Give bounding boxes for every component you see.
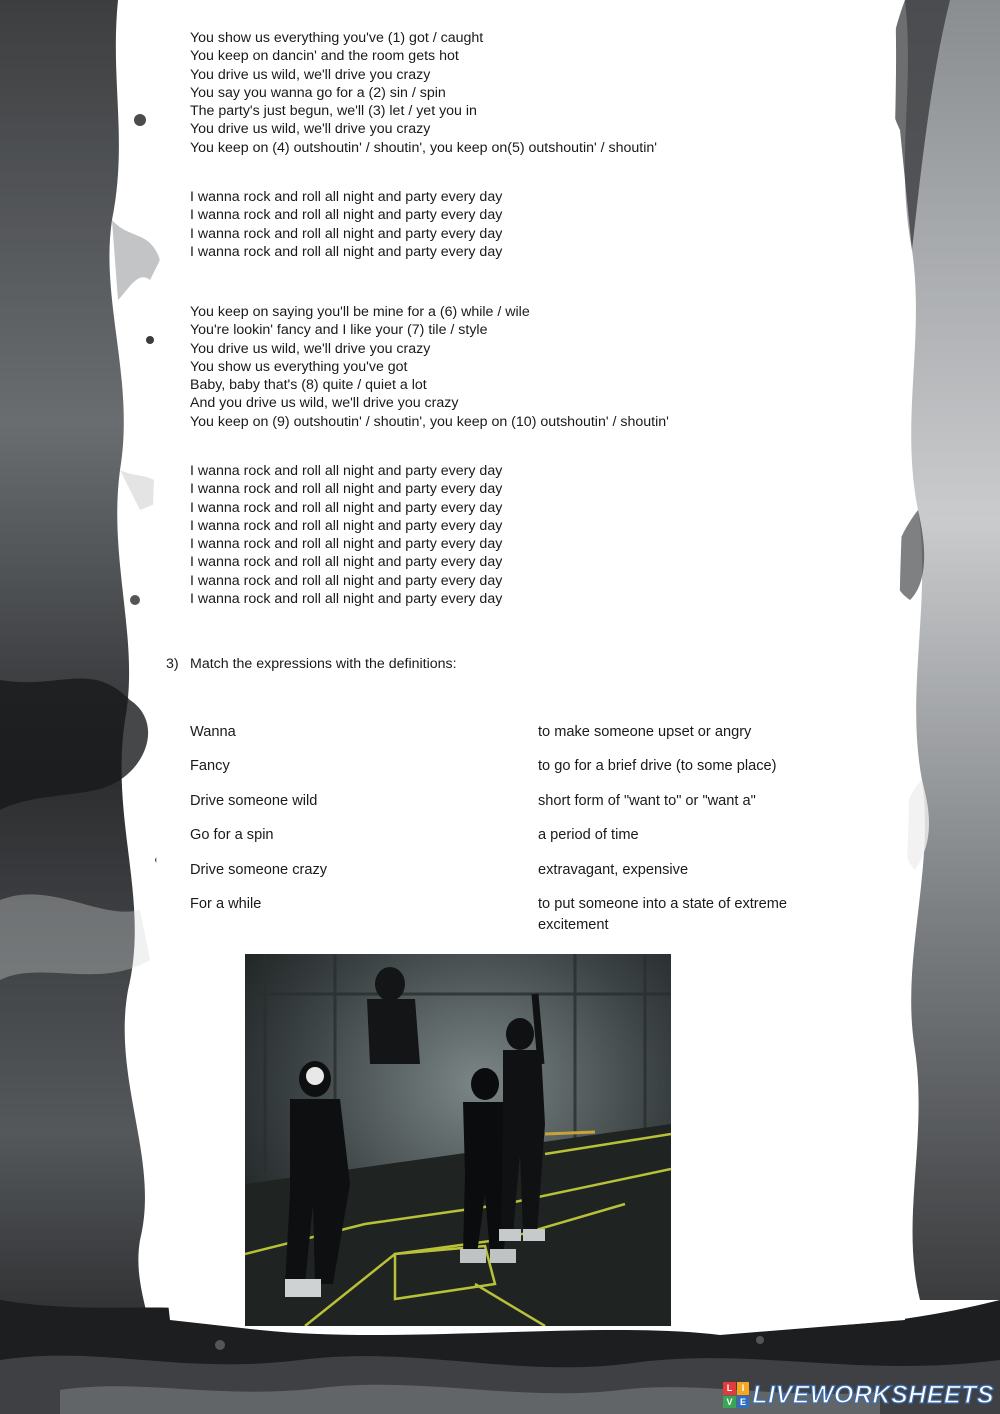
lyric-line: And you drive us wild, we'll drive you crazy bbox=[190, 395, 459, 412]
expression-item[interactable]: Fancy bbox=[190, 758, 230, 775]
match-row bbox=[190, 862, 880, 896]
exercise-instruction: Match the expressions with the definitions: bbox=[190, 656, 457, 672]
liveworksheets-logo-icon bbox=[723, 1382, 749, 1408]
concert-photo bbox=[245, 954, 671, 1326]
lyric-line: I wanna rock and roll all night and party every day bbox=[190, 243, 503, 260]
lyric-line: You drive us wild, we'll drive you crazy bbox=[190, 340, 431, 357]
lyric-line: You keep on (4) outshoutin' / shoutin', you keep on(5) outshoutin' / shoutin' bbox=[190, 139, 657, 156]
match-row bbox=[190, 895, 880, 933]
definition-item[interactable]: to put someone into a state of extreme excitement bbox=[538, 895, 788, 933]
definition-item[interactable]: extravagant, expensive bbox=[538, 861, 689, 878]
concert-photo-icon bbox=[245, 954, 671, 1326]
match-row bbox=[190, 724, 880, 758]
exercise-3-heading bbox=[166, 656, 457, 672]
definition-item[interactable]: to make someone upset or angry bbox=[538, 724, 752, 740]
logo-letter: I bbox=[737, 1382, 750, 1395]
lyric-line: You keep on dancin' and the room gets hot bbox=[190, 48, 459, 65]
lyric-line: I wanna rock and roll all night and party every day bbox=[190, 517, 503, 534]
lyric-line: I wanna rock and roll all night and party every day bbox=[190, 189, 503, 205]
match-row bbox=[190, 758, 880, 792]
lyric-line: Baby, baby that's (8) quite / quiet a lot bbox=[190, 377, 427, 394]
lyric-line: You say you wanna go for a (2) sin / spin bbox=[190, 84, 446, 101]
liveworksheets-logo bbox=[723, 1382, 994, 1408]
lyric-line: I wanna rock and roll all night and party every day bbox=[190, 591, 503, 608]
lyric-line: You show us everything you've (1) got / caught bbox=[190, 30, 484, 46]
lyric-line: I wanna rock and roll all night and party every day bbox=[190, 207, 503, 224]
expression-item[interactable]: Drive someone wild bbox=[190, 792, 318, 809]
lyrics-stanza-2 bbox=[190, 303, 669, 431]
expression-item[interactable]: Drive someone crazy bbox=[190, 861, 328, 878]
lyric-line: You drive us wild, we'll drive you crazy bbox=[190, 121, 431, 138]
expression-item[interactable]: Wanna bbox=[190, 724, 236, 740]
lyrics-chorus-2 bbox=[190, 462, 502, 608]
lyric-line: You drive us wild, we'll drive you crazy bbox=[190, 66, 431, 83]
lyric-line: You're lookin' fancy and I like your (7) tile / style bbox=[190, 322, 488, 339]
logo-letter: V bbox=[723, 1396, 736, 1409]
lyric-line: I wanna rock and roll all night and party every day bbox=[190, 499, 503, 516]
logo-text: LIVEWORKSHEETS bbox=[752, 1380, 994, 1409]
match-row bbox=[190, 793, 880, 827]
lyric-line: I wanna rock and roll all night and party every day bbox=[190, 554, 503, 571]
logo-letter: E bbox=[737, 1396, 750, 1409]
expression-item[interactable]: For a while bbox=[190, 895, 262, 912]
lyric-line: I wanna rock and roll all night and party every day bbox=[190, 572, 503, 589]
exercise-number: 3) bbox=[166, 656, 179, 672]
lyric-line: I wanna rock and roll all night and party every day bbox=[190, 481, 503, 498]
lyric-line: I wanna rock and roll all night and party every day bbox=[190, 225, 503, 242]
lyric-line: You keep on saying you'll be mine for a (6) while / wile bbox=[190, 304, 530, 320]
lyric-line: I wanna rock and roll all night and party every day bbox=[190, 536, 503, 553]
lyric-line: The party's just begun, we'll (3) let / yet you in bbox=[190, 103, 477, 120]
logo-letter: L bbox=[723, 1382, 736, 1395]
lyrics-chorus-1 bbox=[190, 188, 502, 261]
lyrics-stanza-1 bbox=[190, 29, 657, 157]
matching-table bbox=[190, 724, 880, 933]
lyric-line: You keep on (9) outshoutin' / shoutin', you keep on (10) outshoutin' / shoutin' bbox=[190, 413, 669, 430]
definition-item[interactable]: short form of "want to" or "want a" bbox=[538, 792, 756, 809]
match-row bbox=[190, 827, 880, 861]
lyric-line: I wanna rock and roll all night and party every day bbox=[190, 463, 503, 479]
expression-item[interactable]: Go for a spin bbox=[190, 827, 274, 844]
definition-item[interactable]: to go for a brief drive (to some place) bbox=[538, 758, 777, 775]
lyric-line: You show us everything you've got bbox=[190, 358, 408, 375]
definition-item[interactable]: a period of time bbox=[538, 827, 639, 844]
